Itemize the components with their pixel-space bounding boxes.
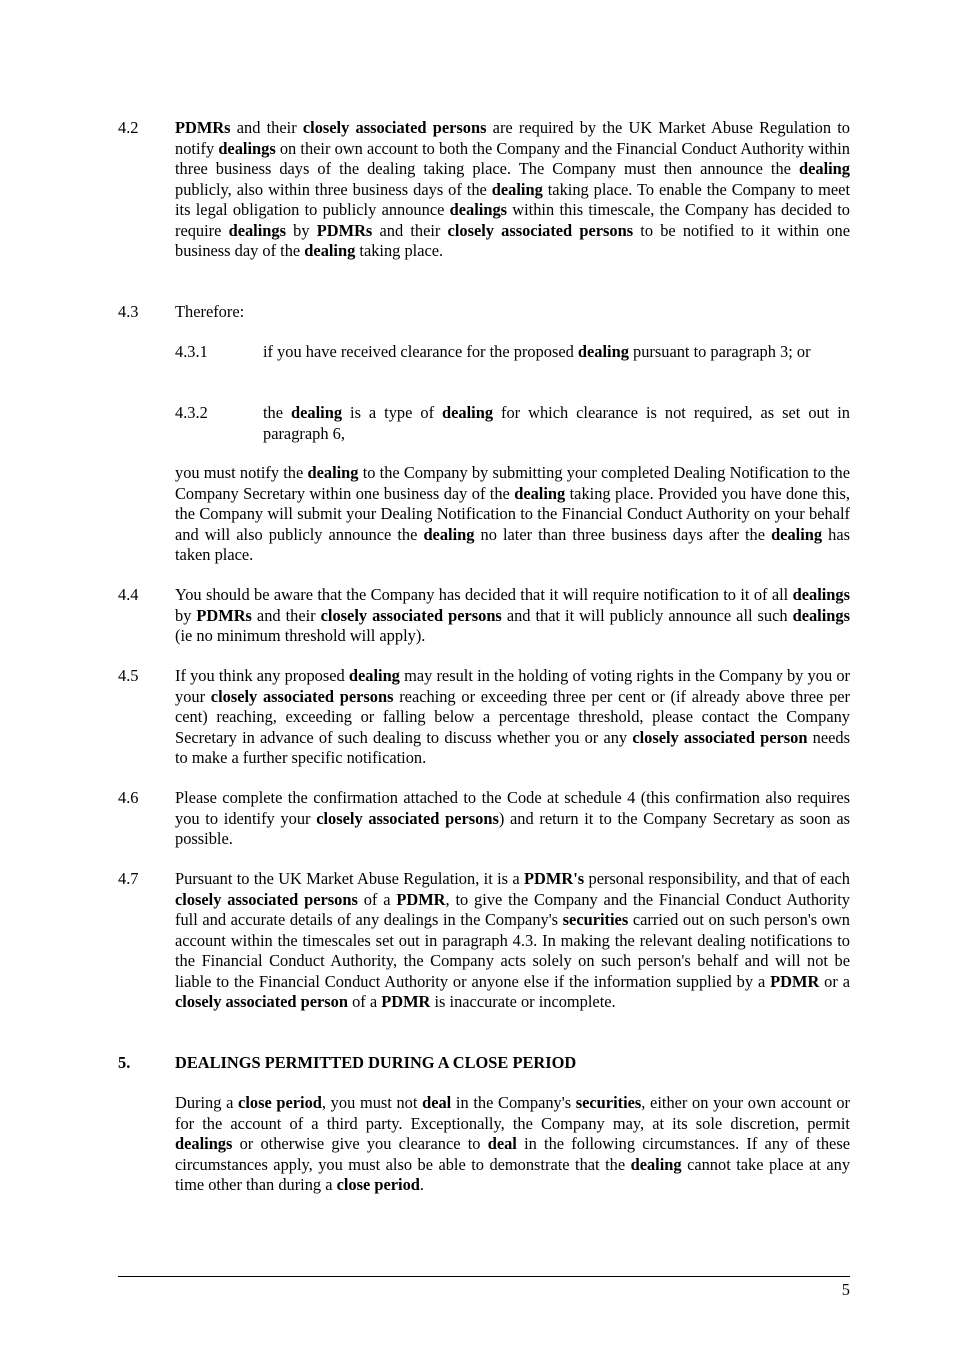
text-run: cannot take place at any time other than during a: [175, 1154, 851, 1194]
text-run: and their: [251, 605, 321, 625]
text-run: (ie no minimum threshold will apply).: [175, 626, 426, 645]
text-run: or a: [819, 971, 851, 991]
text-run: are required by the UK Market Abuse Regulation to notify: [175, 118, 850, 158]
text-run: for which clearance is not required, as set out in paragraph 6,: [263, 403, 850, 443]
text-run: During a: [175, 1093, 239, 1112]
bold-term: dealings: [228, 220, 286, 240]
bold-term: dealing: [423, 524, 475, 544]
bold-term: dealing: [291, 403, 343, 422]
text-run: personal responsibility, and that of each: [584, 869, 850, 888]
text-run: taking place. Provided you have done this, the Company will submit your Dealing Notification to the Financial Conduct Authority on your behalf and will also publicly announce the: [175, 483, 850, 544]
bold-term: dealings: [792, 585, 850, 604]
bold-term: closely associated persons: [447, 220, 634, 240]
bold-term: closely associated persons: [320, 605, 502, 625]
text-run: , either on your own account or for the account of a third party. Exceptionally, the Company may, at its sole discretion, permit: [175, 1093, 850, 1133]
bold-term: PDMR: [381, 992, 431, 1011]
bold-term: PDMR: [770, 971, 820, 991]
footer-rule: [118, 1276, 850, 1277]
text-run: taking place. To enable the Company to meet its legal obligation to publicly announce: [175, 179, 851, 219]
text-run: , you must not: [321, 1093, 423, 1112]
paragraph-number: 4.5: [118, 666, 139, 685]
text-run: If you think any proposed: [175, 666, 349, 685]
paragraph-text: [175, 302, 850, 323]
text-run: in the following circumstances. If any of these circumstances apply, you must also be able to demonstrate that the: [175, 1134, 850, 1174]
text-run: needs to make a further specific notification.: [175, 727, 851, 767]
bold-term: close period: [238, 1093, 322, 1112]
text-run: .: [419, 1175, 425, 1194]
text-run: may result in the holding of voting rights in the Company by you or your: [175, 666, 850, 706]
subparagraph-text: [263, 342, 850, 363]
text-run: , to give the Company and the Financial Conduct Authority full and accurate details of any dealings in the Company's: [175, 889, 850, 929]
paragraph-text: [175, 585, 850, 647]
text-run: to the Company by submitting your completed Dealing Notification to the Company Secretary within one business day of the: [175, 463, 850, 503]
text-run: taking place.: [355, 241, 444, 260]
text-run: reaching or exceeding three per cent or (if already above three per cent) reaching, exceeding or falling below a percentage threshold, please contact the Company Secretary in advance of such dealing to discuss whether you or any: [175, 686, 850, 747]
text-run: has taken place.: [175, 524, 850, 564]
bold-term: dealing: [442, 403, 494, 422]
text-run: to be notified to it within one business day of the: [175, 220, 850, 260]
text-run: of a: [348, 992, 382, 1011]
bold-term: dealing: [630, 1154, 682, 1174]
bold-term: dealing: [798, 159, 850, 178]
text-run: Please complete the confirmation attached to the Code at schedule 4 (this confirmation also requires you to identify your: [175, 788, 850, 828]
text-run: pursuant to paragraph 3; or: [628, 342, 811, 361]
paragraph-number: 4.6: [118, 788, 139, 807]
bold-term: securities: [575, 1093, 642, 1112]
text-run: within this timescale, the Company has decided to require: [175, 200, 850, 240]
text-run: is a type of: [342, 403, 443, 422]
text-run: publicly, also within three business days of the: [175, 179, 492, 199]
text-run: in the Company's: [451, 1093, 576, 1112]
bold-term: deal: [487, 1134, 517, 1153]
page-number: 5: [841, 1280, 850, 1299]
text-run: you must notify the: [175, 463, 308, 482]
bold-term: securities: [562, 910, 629, 929]
paragraph-text: [175, 118, 850, 262]
bold-term: dealing: [514, 483, 566, 503]
text-run: and their: [372, 220, 448, 240]
text-run: or otherwise give you clearance to: [232, 1134, 488, 1153]
section-5-text: [175, 1093, 850, 1196]
bold-term: closely associated person: [175, 992, 348, 1011]
bold-term: PDMRs: [175, 118, 231, 137]
text-run: no later than three business days after the: [474, 524, 772, 544]
section-title: DEALINGS PERMITTED DURING A CLOSE PERIOD: [175, 1053, 577, 1072]
bold-term: dealings: [175, 1134, 233, 1153]
subparagraph-number: 4.3.1: [175, 342, 208, 361]
paragraph-4-3-continuation: [175, 463, 850, 566]
bold-term: closely associated persons: [302, 118, 487, 137]
bold-term: dealing: [304, 241, 356, 260]
bold-term: dealings: [449, 200, 508, 219]
paragraph-number: 4.2: [118, 118, 139, 137]
text-run: if you have received clearance for the proposed: [263, 342, 578, 361]
text-run: by: [285, 220, 317, 240]
text-run: on their own account to both the Company and the Financial Conduct Authority within three business days of the dealing taking place. The Company must then announce the: [175, 138, 851, 178]
paragraph-number: 4.3: [118, 302, 139, 321]
bold-term: close period: [336, 1175, 420, 1194]
section-number: 5.: [118, 1053, 131, 1072]
bold-term: closely associated persons: [175, 889, 358, 909]
bold-term: PDMRs: [316, 220, 373, 240]
bold-term: deal: [422, 1093, 452, 1112]
text-run: carried out on such person's own account within the timescales set out in paragraph 4.3. In making the relevant dealing notifications to the Financial Conduct Authority, the Company acts solely on such person's behalf and will not be liable to the Financial Conduct Authority or anyone else if the information supplied by a: [175, 910, 850, 991]
paragraph-text: [175, 788, 850, 850]
text-run: and their: [230, 118, 303, 137]
bold-term: PDMR: [396, 889, 446, 909]
text-run: Therefore:: [175, 302, 245, 321]
text-run: Pursuant to the UK Market Abuse Regulation, it is a: [175, 869, 525, 888]
paragraph-text: [175, 666, 850, 769]
bold-term: PDMR's: [524, 869, 585, 888]
bold-term: dealing: [348, 666, 400, 685]
text-run: ) and return it to the Company Secretary as soon as possible.: [175, 808, 850, 848]
paragraph-text: [175, 869, 850, 1013]
text-run: and that it will publicly announce all such: [501, 605, 793, 625]
text-run: You should be aware that the Company has decided that it will require notification to it of all: [175, 585, 793, 604]
bold-term: closely associated person: [632, 727, 808, 747]
bold-term: dealing: [577, 342, 629, 361]
bold-term: closely associated persons: [316, 808, 499, 828]
text-run: the: [263, 403, 292, 422]
paragraph-number: 4.7: [118, 869, 139, 888]
bold-term: closely associated persons: [210, 686, 394, 706]
bold-term: dealing: [307, 463, 359, 482]
subparagraph-text: [263, 403, 850, 444]
paragraph-number: 4.4: [118, 585, 139, 604]
bold-term: dealing: [771, 524, 823, 544]
bold-term: dealings: [792, 605, 850, 625]
text-run: is inaccurate or incomplete.: [430, 992, 616, 1011]
text-run: of a: [357, 889, 397, 909]
subparagraph-number: 4.3.2: [175, 403, 208, 422]
bold-term: dealings: [218, 138, 276, 158]
bold-term: dealing: [491, 179, 543, 199]
bold-term: PDMRs: [196, 605, 252, 625]
text-run: by: [175, 605, 197, 625]
